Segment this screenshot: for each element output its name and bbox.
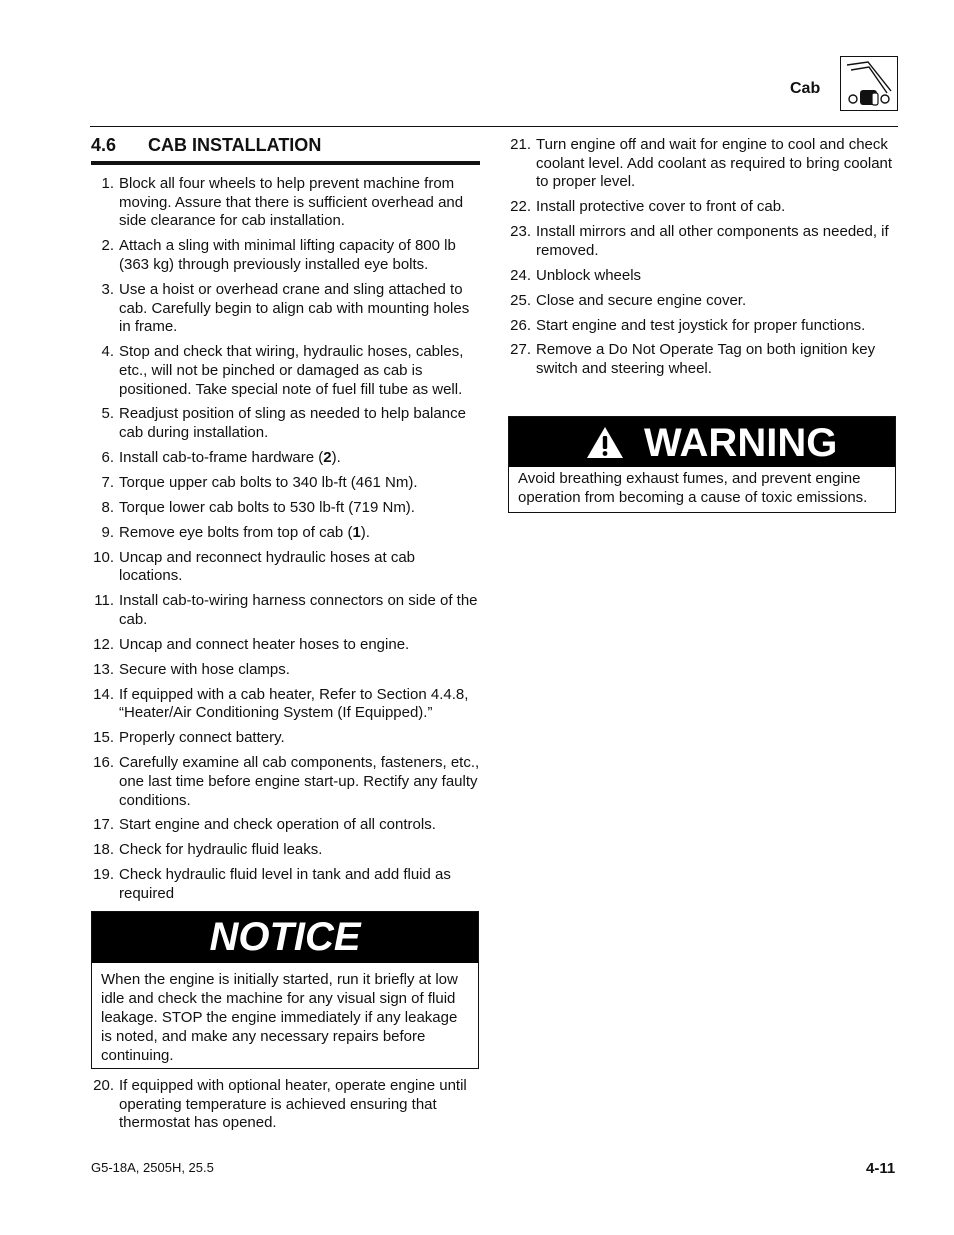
warning-body: Avoid breathing exhaust fumes, and prevent engine operation from becoming a cause of toxic emissions. bbox=[518, 470, 868, 506]
step-text: Carefully examine all cab components, fasteners, etc., one last time before engine start-up. Rectify any faulty conditions. bbox=[119, 754, 480, 809]
list-item bbox=[508, 267, 898, 286]
list-item bbox=[91, 636, 480, 655]
step-number: 14. bbox=[93, 685, 114, 703]
list-item bbox=[91, 237, 480, 274]
step-text: Uncap and connect heater hoses to engine. bbox=[119, 635, 410, 653]
step-text: Turn engine off and wait for engine to cool and check coolant level. Add coolant as required to bring coolant to proper level. bbox=[536, 136, 893, 191]
header-section-label: Cab bbox=[790, 80, 821, 97]
step-number: 8. bbox=[101, 498, 114, 516]
step-text: Block all four wheels to help prevent machine from moving. Assure that there is sufficient overhead and side clearance for cab installation. bbox=[119, 175, 464, 230]
header-rule bbox=[90, 126, 898, 127]
step-text: Close and secure engine cover. bbox=[536, 291, 747, 309]
step-text: Unblock wheels bbox=[536, 266, 642, 284]
step-text: Install mirrors and all other components as needed, if removed. bbox=[536, 223, 889, 259]
step-text: Uncap and reconnect hydraulic hoses at cab locations. bbox=[119, 548, 416, 585]
step-text: Start engine and test joystick for proper functions. bbox=[536, 316, 866, 334]
step-number: 10. bbox=[93, 548, 114, 566]
step-number: 24. bbox=[510, 266, 531, 284]
step-number: 27. bbox=[510, 341, 531, 359]
list-item bbox=[91, 661, 480, 680]
step-text-part: ). bbox=[331, 449, 341, 467]
warning-box bbox=[508, 416, 896, 513]
step-number: 15. bbox=[93, 729, 114, 747]
section-name: CAB INSTALLATION bbox=[148, 135, 322, 155]
step-number: 4. bbox=[101, 343, 114, 361]
steps-list-continued bbox=[91, 1077, 480, 1139]
list-item bbox=[508, 136, 898, 192]
list-item bbox=[508, 223, 898, 260]
list-item bbox=[91, 175, 480, 231]
step-number: 11. bbox=[94, 592, 114, 610]
list-item bbox=[91, 405, 480, 442]
step-number: 17. bbox=[93, 816, 114, 834]
list-item bbox=[91, 281, 480, 337]
step-number: 26. bbox=[510, 316, 531, 334]
step-text: If equipped with optional heater, operate engine until operating temperature is achieved ensuring that thermostat has opened. bbox=[119, 1077, 467, 1132]
list-item bbox=[508, 341, 898, 378]
step-number: 9. bbox=[101, 523, 114, 541]
step-text: Properly connect battery. bbox=[119, 729, 285, 747]
list-item bbox=[508, 292, 898, 311]
step-number: 20. bbox=[93, 1077, 114, 1094]
step-text: Install protective cover to front of cab. bbox=[536, 198, 786, 216]
list-item bbox=[91, 729, 480, 748]
step-text-part: Remove eye bolts from top of cab ( bbox=[119, 523, 353, 541]
section-number: 4.6 bbox=[91, 135, 117, 155]
step-text: Check hydraulic fluid level in tank and add fluid as required bbox=[119, 866, 451, 902]
list-item bbox=[91, 592, 480, 629]
list-item bbox=[91, 754, 480, 810]
footer-document-id: G5-18A, 2505H, 25.5 bbox=[91, 1160, 214, 1175]
step-text: Stop and check that wiring, hydraulic hoses, cables, etc., will not be pinched or damaged as cab is positioned. Take special note of fuel fill tube as well. bbox=[119, 343, 464, 398]
step-text: Attach a sling with minimal lifting capacity of 800 lb (363 kg) through previously installed eye bolts. bbox=[119, 237, 456, 273]
warning-title: WARNING bbox=[644, 421, 838, 465]
list-item bbox=[91, 524, 480, 543]
list-item bbox=[91, 549, 480, 586]
list-item bbox=[91, 1077, 480, 1133]
list-item bbox=[91, 841, 480, 860]
step-text-part: ). bbox=[360, 523, 370, 541]
list-item bbox=[91, 449, 480, 468]
notice-title: NOTICE bbox=[92, 912, 478, 963]
step-text: Torque lower cab bolts to 530 lb-ft (719 Nm). bbox=[119, 498, 415, 516]
steps-list-left bbox=[91, 175, 480, 910]
list-item bbox=[91, 343, 480, 399]
step-text-part: Install cab-to-frame hardware ( bbox=[119, 449, 324, 467]
step-text: Secure with hose clamps. bbox=[119, 660, 290, 678]
step-text: Check for hydraulic fluid leaks. bbox=[119, 841, 323, 859]
step-number: 25. bbox=[510, 291, 531, 309]
step-text: Remove a Do Not Operate Tag on both ignition key switch and steering wheel. bbox=[536, 341, 876, 378]
warning-header bbox=[509, 417, 895, 467]
callout-number: 2 bbox=[323, 449, 332, 467]
list-item bbox=[91, 816, 480, 835]
step-number: 19. bbox=[93, 866, 114, 884]
step-number: 18. bbox=[93, 841, 114, 859]
step-text: If equipped with a cab heater, Refer to Section 4.4.8, “Heater/Air Conditioning System (If Equipped).” bbox=[119, 685, 469, 722]
step-number: 2. bbox=[101, 237, 114, 255]
warning-triangle-icon bbox=[585, 425, 625, 460]
step-text: Use a hoist or overhead crane and sling attached to cab. Carefully begin to align cab with mounting holes in frame. bbox=[119, 280, 470, 336]
step-number: 23. bbox=[510, 223, 531, 241]
list-item bbox=[91, 866, 480, 903]
footer-page-number: 4-11 bbox=[866, 1160, 896, 1177]
callout-number: 1 bbox=[352, 523, 361, 541]
step-number: 16. bbox=[93, 754, 114, 772]
list-item bbox=[508, 317, 898, 336]
step-number: 22. bbox=[510, 198, 531, 216]
step-number: 13. bbox=[93, 660, 114, 678]
step-number: 1. bbox=[101, 175, 114, 192]
list-item bbox=[91, 686, 480, 723]
step-text bbox=[119, 449, 341, 466]
step-number: 7. bbox=[101, 473, 114, 491]
step-number: 21. bbox=[510, 136, 531, 153]
step-text: Start engine and check operation of all controls. bbox=[119, 816, 436, 834]
section-title bbox=[91, 135, 480, 165]
steps-list-right bbox=[508, 136, 898, 385]
step-number: 6. bbox=[101, 449, 114, 467]
step-text bbox=[119, 524, 370, 541]
step-text: Readjust position of sling as needed to help balance cab during installation. bbox=[119, 405, 466, 442]
list-item bbox=[91, 499, 480, 518]
step-number: 5. bbox=[101, 405, 114, 423]
step-number: 12. bbox=[93, 635, 114, 653]
notice-body: When the engine is initially started, run it briefly at low idle and check the machine for any visual sign of fluid leakage. STOP the engine immediately if any leakage is noted, and make any necessary repairs before continuing. bbox=[101, 971, 458, 1064]
step-text: Install cab-to-wiring harness connectors on side of the cab. bbox=[119, 592, 478, 628]
notice-box bbox=[91, 911, 479, 1069]
machine-cab-icon bbox=[840, 56, 898, 111]
list-item bbox=[91, 474, 480, 493]
list-item bbox=[508, 198, 898, 217]
step-number: 3. bbox=[101, 280, 114, 298]
step-text: Torque upper cab bolts to 340 lb-ft (461 Nm). bbox=[119, 473, 418, 491]
